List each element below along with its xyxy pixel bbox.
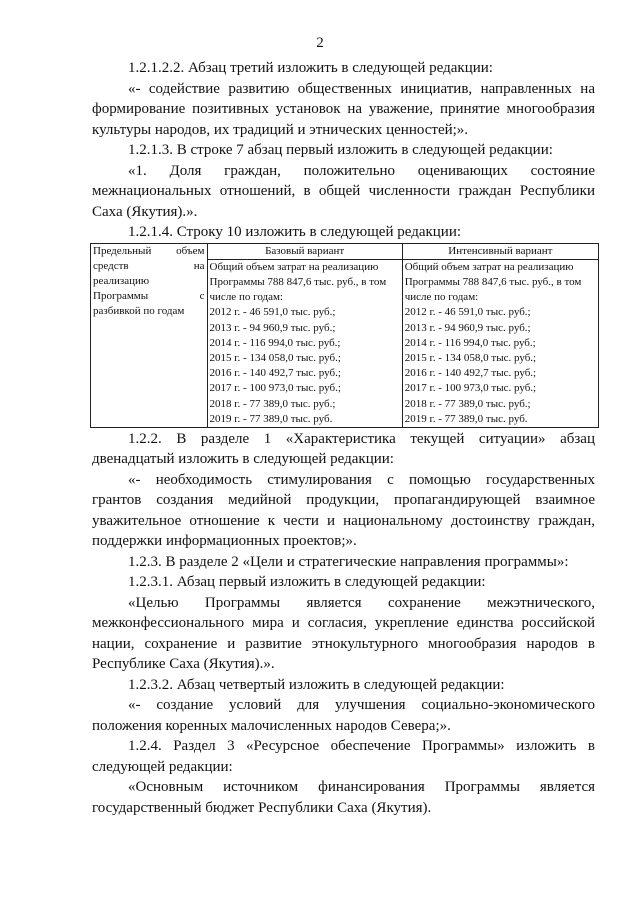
text-line: Общий объем затрат на реализацию xyxy=(404,260,574,273)
text-line: 2018 г. - 77 389,0 тыс. руб.; xyxy=(209,397,336,410)
text-line: Программы с xyxy=(93,290,205,303)
base-variant-cell xyxy=(207,259,402,427)
text-line: Общий объем затрат на реализацию xyxy=(209,260,379,273)
table-header-row xyxy=(91,243,599,259)
page-number: 2 xyxy=(316,35,324,51)
text-line: уважительное отношение к чести и национальному достоинству граждан, xyxy=(92,512,595,529)
text-line: 2013 г. - 94 960,9 тыс. руб.; xyxy=(404,321,531,334)
text-line: числе по годам: xyxy=(209,291,283,304)
text-line: Республике Саха (Якутия).». xyxy=(92,656,275,673)
text-line: Саха (Якутия).». xyxy=(92,203,198,220)
text-line: «Основным источником финансирования Программы является xyxy=(128,779,595,796)
paragraph-quote-share xyxy=(92,161,595,223)
text-line: следующей редакции: xyxy=(92,758,233,775)
document-body xyxy=(92,58,595,818)
text-line: реализацию xyxy=(93,274,150,287)
paragraph-1-2-3: 1.2.3. В разделе 2 «Цели и стратегические направления программы»: xyxy=(128,553,569,570)
text-line: «Целью Программы является сохранение межэтнического, xyxy=(128,594,595,611)
text-line: 2015 г. - 134 058,0 тыс. руб.; xyxy=(209,351,341,364)
text-line: числе по годам: xyxy=(404,291,479,304)
text-line: 2019 г. - 77 389,0 тыс. руб. xyxy=(404,412,528,425)
paragraph-1-2-1-2-2: 1.2.1.2.2. Абзац третий изложить в следующей редакции: xyxy=(128,60,493,76)
text-line: 2016 г. - 140 492,7 тыс. руб.; xyxy=(209,367,341,380)
text-line: 2014 г. - 116 994,0 тыс. руб.; xyxy=(209,336,341,349)
text-line: грантов создания медийной продукции, пропагандирующей взаимное xyxy=(92,492,595,509)
paragraph-quote-goal xyxy=(92,593,595,675)
intensive-variant-cell xyxy=(402,259,598,427)
paragraph-1-2-4 xyxy=(92,736,595,777)
paragraph-quote-grants xyxy=(92,470,595,552)
text-line: межконфессионального мира и согласия, укрепление единства российской xyxy=(92,615,595,632)
text-line: «- содействие развитию общественных инициатив, направленных на xyxy=(128,80,595,97)
text-line: «- необходимость стимулирования с помощью государственных xyxy=(128,471,595,488)
text-line: 2013 г. - 94 960,9 тыс. руб.; xyxy=(209,321,336,334)
text-line: двенадцатый изложить в следующей редакции: xyxy=(92,451,394,468)
text-line: 2012 г. - 46 591,0 тыс. руб.; xyxy=(404,306,531,319)
paragraph-1-2-3-2: 1.2.3.2. Абзац четвертый изложить в следующей редакции: xyxy=(128,676,505,693)
header-base-variant: Базовый вариант xyxy=(207,243,402,259)
text-line: 1.2.2. В разделе 1 «Характеристика текущей ситуации» абзац xyxy=(128,430,595,447)
paragraph-1-2-1-4: 1.2.1.4. Строку 10 изложить в следующей редакции: xyxy=(128,224,462,240)
text-line: 2018 г. - 77 389,0 тыс. руб.; xyxy=(404,397,531,410)
paragraph-1-2-2 xyxy=(92,429,595,470)
paragraph-1-2-3-1: 1.2.3.1. Абзац первый изложить в следующей редакции: xyxy=(128,574,486,591)
text-line: нации, сохранение и развитие этнокультурного многообразия народов в xyxy=(92,635,595,652)
text-line: 2016 г. - 140 492,7 тыс. руб.; xyxy=(404,367,537,380)
text-line: разбивкой по годам xyxy=(93,305,185,318)
paragraph-quote-initiatives xyxy=(92,79,595,141)
text-line: Программы 788 847,6 тыс. руб., в том xyxy=(209,275,387,288)
paragraph-quote-conditions xyxy=(92,695,595,736)
text-line: Программы 788 847,6 тыс. руб., в том xyxy=(404,275,582,288)
funding-table xyxy=(90,243,599,428)
text-line: поддержки информационных проектов;». xyxy=(92,533,357,550)
text-line: межнациональных отношений, в общей численности граждан Республики xyxy=(92,183,595,199)
text-line: положения коренных малочисленных народов Севера;». xyxy=(92,717,451,734)
text-line: культуры народов, их традиций и этнических ценностей;». xyxy=(92,121,469,138)
text-line: 1.2.4. Раздел 3 «Ресурсное обеспечение Программы» изложить в xyxy=(128,738,595,755)
text-line: 2015 г. - 134 058,0 тыс. руб.; xyxy=(404,351,537,364)
text-line: 2012 г. - 46 591,0 тыс. руб.; xyxy=(209,306,336,319)
text-line: государственный бюджет Республики Саха (Якутия). xyxy=(92,799,432,816)
text-line: формирование позитивных установок на уважение, принятие многообразия xyxy=(92,101,595,117)
paragraph-quote-funding xyxy=(92,777,595,818)
text-line: «1. Доля граждан, положительно оценивающих состояние xyxy=(128,162,595,179)
row-label-cell xyxy=(91,243,208,427)
text-line: 2014 г. - 116 994,0 тыс. руб.; xyxy=(404,336,536,349)
paragraph-1-2-1-3: 1.2.1.3. В строке 7 абзац первый изложить в следующей редакции: xyxy=(128,142,553,158)
text-line: Предельный объем xyxy=(93,244,205,257)
text-line: средств на xyxy=(93,259,205,272)
text-line: «- создание условий для улучшения социально-экономического xyxy=(128,697,595,714)
text-line: 2017 г. - 100 973,0 тыс. руб.; xyxy=(209,382,341,395)
text-line: 2017 г. - 100 973,0 тыс. руб.; xyxy=(404,382,537,395)
header-intensive-variant: Интенсивный вариант xyxy=(402,243,598,259)
text-line: 2019 г. - 77 389,0 тыс. руб. xyxy=(209,412,333,425)
